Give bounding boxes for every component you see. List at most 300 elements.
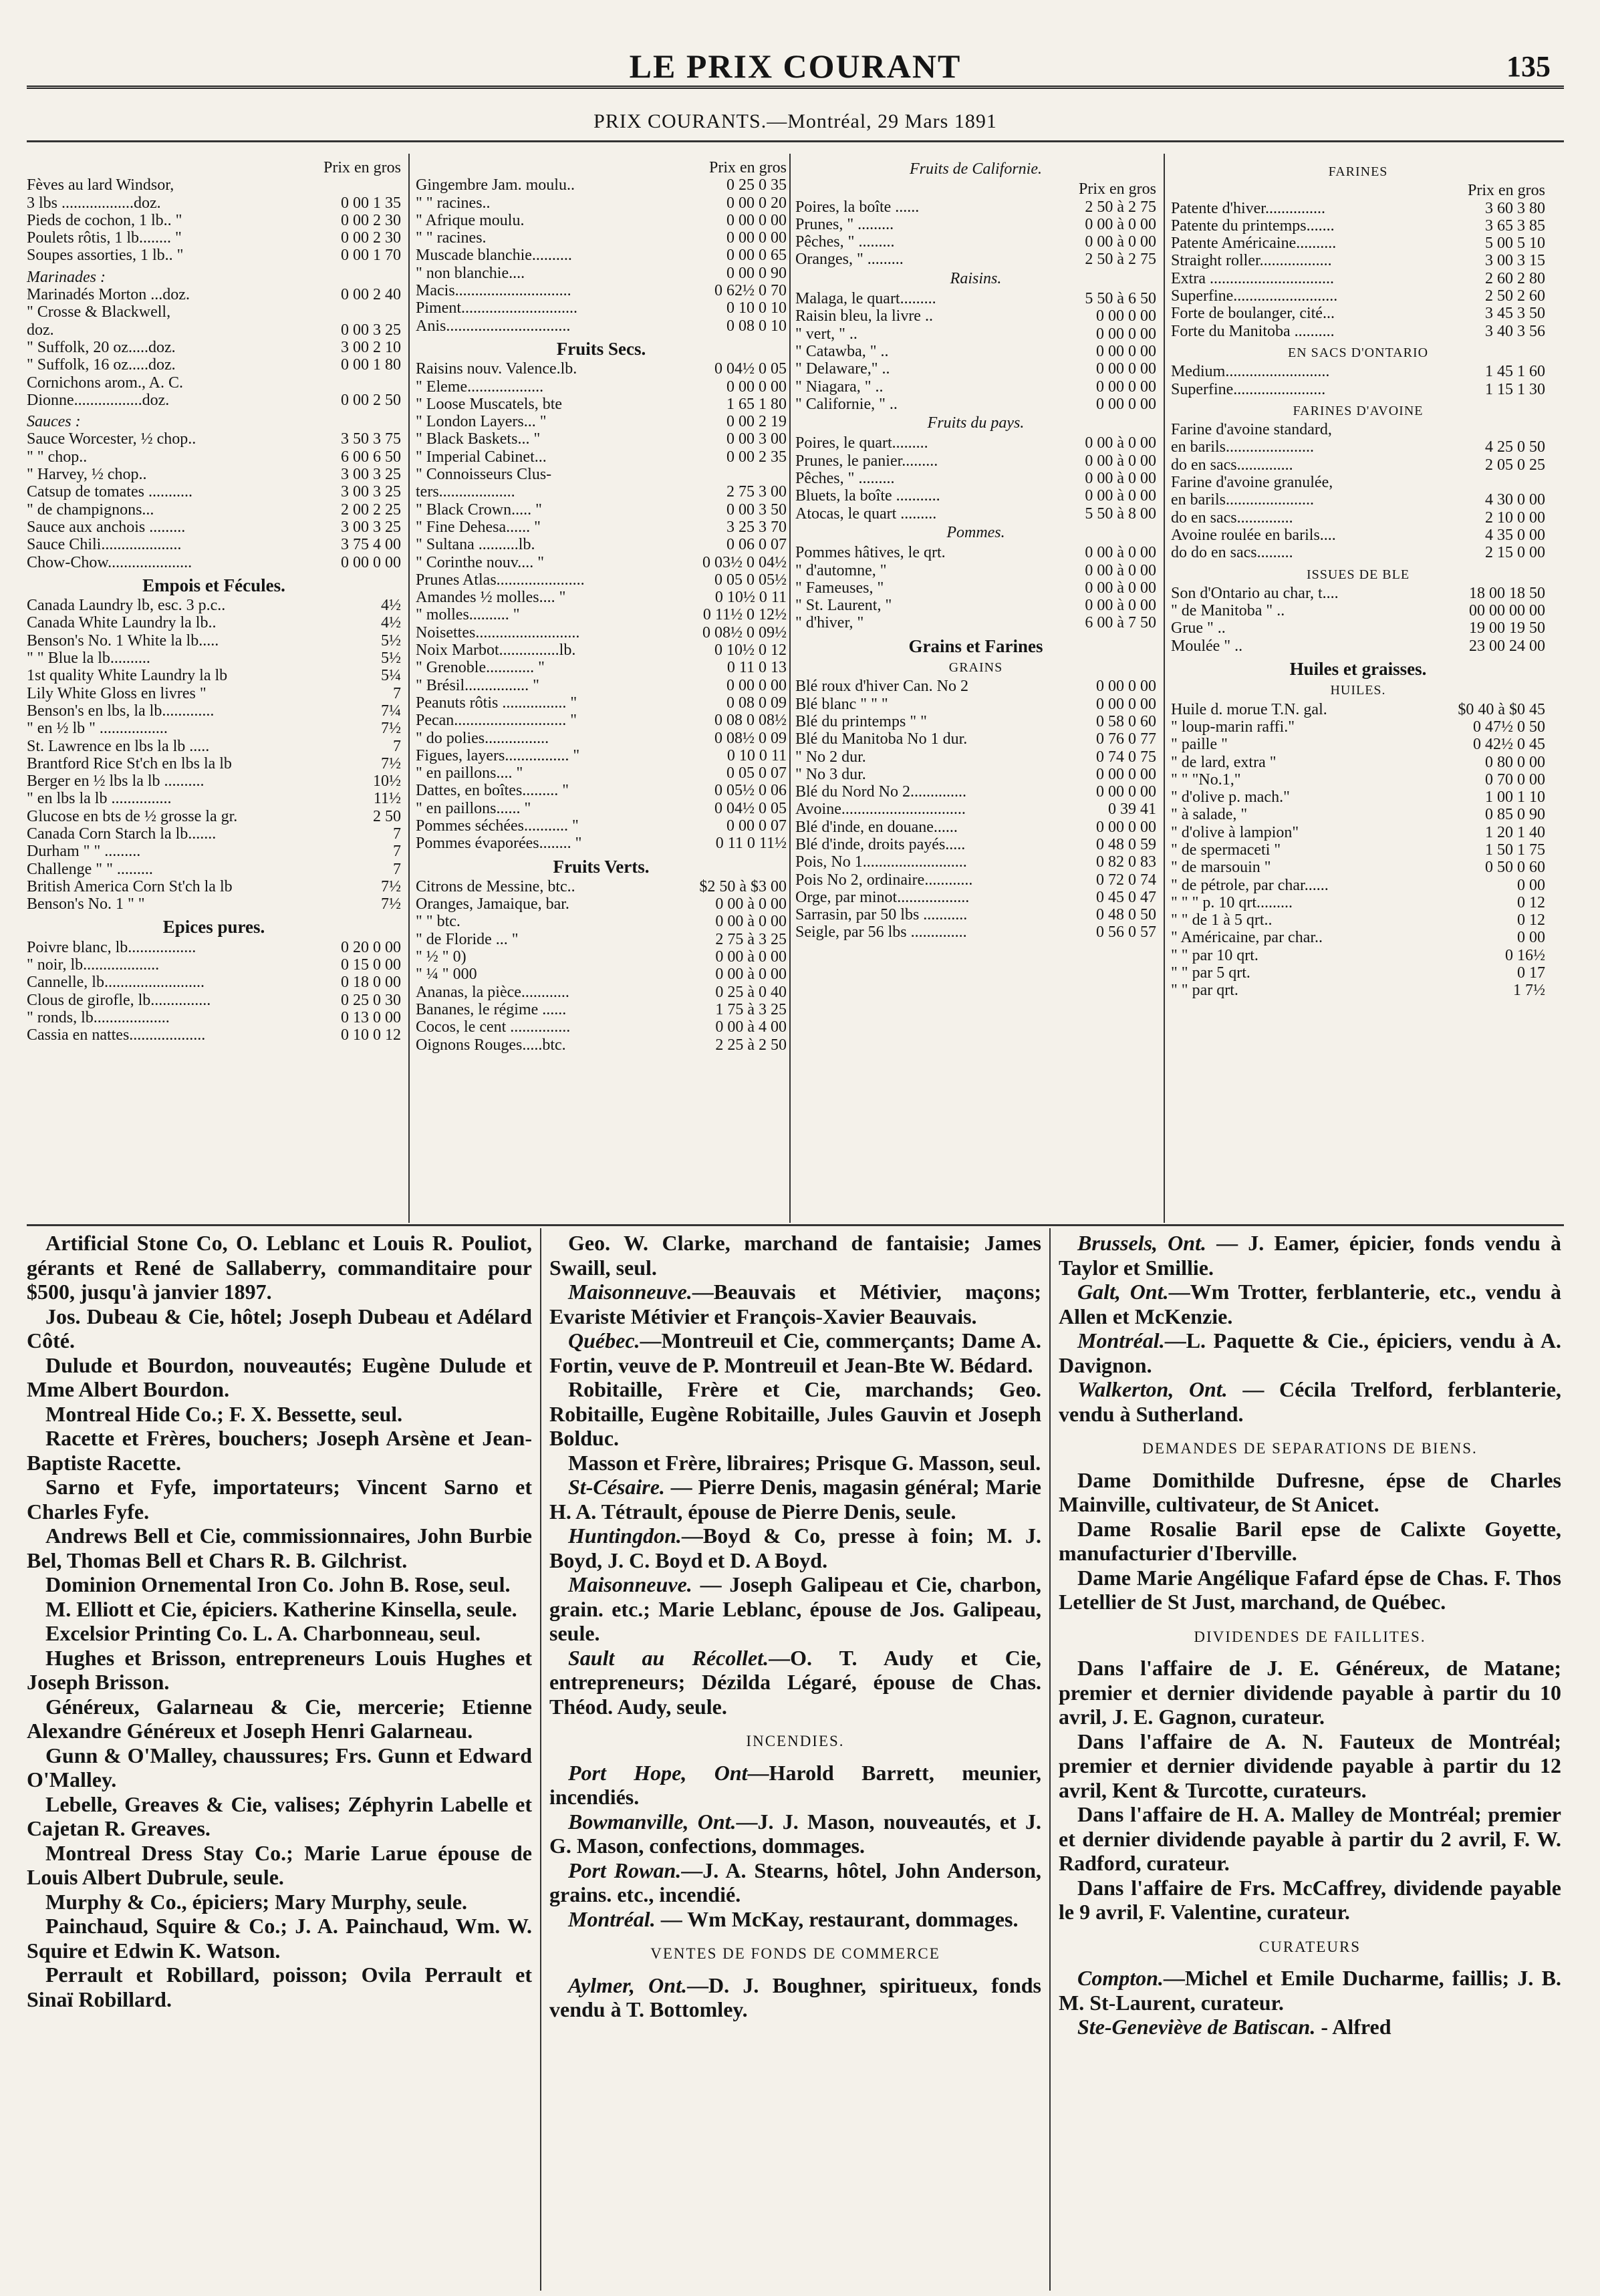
price-row	[1171, 491, 1545, 509]
price-row	[1171, 270, 1545, 287]
item-price: 0 00 à 0 00	[1085, 579, 1156, 597]
notice-paragraph: Dans l'affaire de Frs. McCaffrey, dividende payable le 9 avril, F. Valentine, curateur.	[1059, 1875, 1561, 1924]
item-name: " " par 10 qrt.	[1171, 946, 1258, 964]
notice-paragraph: Montréal. — Wm McKay, restaurant, dommages.	[568, 1906, 1019, 1931]
price-row	[27, 501, 401, 519]
item-price: 0 00 3 50	[726, 500, 787, 519]
price-row	[416, 659, 787, 676]
price-row	[795, 766, 1156, 783]
item-name: Oranges, Jamaique, bar.	[416, 895, 569, 913]
item-name: Benson's No. 1 " "	[27, 895, 145, 913]
notice-section-heading: CURATEURS	[1258, 1938, 1361, 1955]
item-name: " de marsouin "	[1171, 859, 1271, 877]
price-row	[27, 430, 401, 448]
item-price: 6 00 à 7 50	[1085, 614, 1156, 632]
price-row	[1171, 602, 1545, 619]
item-name: " d'olive à lampion"	[1171, 823, 1299, 841]
price-row	[416, 317, 787, 335]
section-heading: Fruits Verts.	[553, 856, 650, 877]
price-row	[795, 470, 1156, 487]
item-name: do do en sacs.........	[1171, 544, 1293, 562]
item-name: Superfine.......................	[1171, 380, 1326, 398]
item-name: Benson's No. 1 White la lb.....	[27, 631, 219, 650]
item-name: Poires, la boîte ......	[795, 198, 920, 216]
item-price: 0 00 2 19	[726, 413, 787, 431]
item-name: Forte de boulanger, cité...	[1171, 305, 1335, 323]
item-price: 0 00 à 0 00	[1085, 233, 1156, 251]
item-name: " Eleme...................	[416, 378, 544, 396]
price-column-3	[795, 159, 1156, 1222]
item-price: 1 00 1 10	[1485, 788, 1545, 807]
item-name: Soupes assorties, 1 lb.. "	[27, 247, 184, 265]
notice-paragraph: Murphy & Co., épiciers; Mary Murphy, seule.	[45, 1889, 468, 1914]
item-name: " Niagara, " ..	[795, 378, 884, 396]
price-row	[416, 413, 787, 430]
item-price: 0 25 0 35	[726, 176, 787, 194]
item-price: 7	[393, 843, 401, 861]
price-row	[1171, 527, 1545, 544]
notice-paragraph: Dans l'affaire de A. N. Fauteux de Montréal; premier et dernier dividende payable à partir du 12 avril, Kent & Turcotte, curateurs.	[1059, 1729, 1561, 1802]
item-price: 0 62½ 0 70	[714, 282, 787, 300]
item-price: 0 00 à 4 00	[715, 1018, 787, 1036]
item-price: 0 25 0 30	[341, 991, 401, 1009]
item-name: Bluets, la boîte ...........	[795, 487, 940, 505]
italic-heading: Fruits de Californie.	[910, 160, 1042, 178]
item-price: 4½	[381, 597, 401, 615]
price-row	[795, 801, 1156, 818]
item-name: Cocos, le cent ...............	[416, 1018, 571, 1036]
item-price: 0 11 0 11½	[715, 835, 787, 853]
item-name: " en paillons.... "	[416, 764, 523, 782]
item-price: 0 08 0 09	[726, 694, 787, 712]
item-price: 0 17	[1517, 964, 1545, 982]
item-name: " de spermaceti "	[1171, 841, 1281, 859]
item-name: Bananes, le régime ......	[416, 1000, 567, 1018]
notice-paragraph: Walkerton, Ont. — Cécila Trelford, ferblanterie, vendu à Sutherland.	[1059, 1377, 1561, 1426]
item-name: Gingembre Jam. moulu..	[416, 176, 575, 194]
price-row	[27, 554, 401, 571]
item-price: 5 00 5 10	[1485, 235, 1545, 253]
category-heading: HUILES.	[1330, 683, 1386, 698]
item-price: 0 00	[1517, 876, 1545, 894]
item-price: 0 00 2 30	[341, 211, 401, 229]
notice-paragraph: Jos. Dubeau & Cie, hôtel; Joseph Dubeau et Adélard Côté.	[27, 1304, 532, 1352]
price-row	[795, 614, 1156, 631]
item-name: Prunes, le panier.........	[795, 452, 938, 470]
notice-paragraph: Masson et Frère, libraires; Prisque G. Masson, seul.	[568, 1450, 1041, 1475]
item-name: Chow-Chow.....................	[27, 553, 192, 571]
price-row	[27, 755, 401, 772]
item-price: $0 40 à $0 45	[1458, 700, 1545, 718]
item-name: " " chop..	[27, 448, 88, 466]
price-row	[27, 772, 401, 790]
item-name: Oignons Rouges.....btc.	[416, 1036, 566, 1054]
item-price: 0 45 0 47	[1096, 888, 1156, 906]
price-row	[795, 783, 1156, 801]
item-name: Straight roller..................	[1171, 252, 1332, 270]
notice-paragraph: Hughes et Brisson, entrepreneurs Louis Hughes et Joseph Brisson.	[27, 1645, 532, 1694]
price-row	[1171, 806, 1545, 823]
price-row	[416, 571, 787, 589]
item-name: Pêches, " .........	[795, 470, 895, 488]
newspaper-title: LE PRIX COURANT	[629, 47, 962, 85]
price-row	[416, 747, 787, 764]
notice-paragraph: Lebelle, Greaves & Cie, valises; Zéphyrin Labelle et Cajetan R. Greaves.	[27, 1791, 532, 1840]
item-price: 2 50 à 2 75	[1085, 198, 1156, 216]
italic-heading: Raisins.	[950, 269, 1002, 287]
price-row	[1171, 287, 1545, 305]
item-name: Farine d'avoine granulée,	[1171, 474, 1333, 492]
item-name: Malaga, le quart.........	[795, 290, 936, 308]
item-name: Citrons de Messine, btc..	[416, 877, 575, 895]
price-row	[795, 678, 1156, 695]
price-row	[27, 229, 401, 247]
price-row	[1171, 305, 1545, 322]
price-row	[27, 356, 401, 374]
item-price: 0 12	[1517, 911, 1545, 929]
item-name: Poulets rôtis, 1 lb........ "	[27, 229, 182, 247]
item-price: 1 20 1 40	[1485, 823, 1545, 841]
price-row	[27, 374, 401, 392]
column-divider	[540, 1228, 541, 2291]
item-price: 0 00 0 65	[726, 247, 787, 265]
price-row	[1171, 509, 1545, 527]
item-price: 3 00 3 25	[341, 466, 401, 484]
notice-paragraph: Montréal.—L. Paquette & Cie., épiciers, vendu à A. Davignon.	[1059, 1328, 1561, 1377]
item-price: 7	[393, 860, 401, 878]
price-row	[416, 606, 787, 623]
item-name: Anis...............................	[416, 317, 571, 335]
price-row	[416, 1018, 787, 1036]
item-name: " de champignons...	[27, 500, 154, 519]
price-row	[1171, 788, 1545, 806]
item-price: 7¼	[381, 702, 401, 720]
item-price: 2 10 0 00	[1485, 509, 1545, 527]
item-price: 1 65 1 80	[726, 395, 787, 413]
item-name: Lily White Gloss en livres "	[27, 684, 207, 702]
notice-paragraph: Geo. W. Clarke, marchand de fantaisie; James Swaill, seul.	[549, 1231, 1041, 1280]
item-name: Fèves au lard Windsor,	[27, 176, 174, 194]
item-price: 0 58 0 60	[1096, 712, 1156, 730]
notice-paragraph: Andrews Bell et Cie, commissionnaires, John Burbie Bel, Thomas Bell et Chars R. B. Gilchrist.	[27, 1524, 532, 1572]
subheader-rule	[27, 140, 1564, 142]
item-price: 2 50 2 60	[1485, 287, 1545, 305]
item-name: " do polies................	[416, 729, 549, 747]
item-name: 1st quality White Laundry la lb	[27, 667, 228, 685]
item-price: 0 15 0 00	[341, 956, 401, 974]
price-row	[416, 360, 787, 378]
item-name: " " Blue la lb..........	[27, 650, 150, 668]
item-price: 0 50 0 60	[1485, 859, 1545, 877]
item-name: " Black Crown..... "	[416, 500, 542, 519]
item-price: 2 05 0 25	[1485, 456, 1545, 474]
item-name: Poires, le quart.........	[795, 434, 928, 452]
item-price: 0 00 0 00	[1096, 395, 1156, 413]
price-row	[795, 906, 1156, 923]
price-row	[416, 817, 787, 835]
price-row	[1171, 771, 1545, 788]
item-name: " Crosse & Blackwell,	[27, 303, 171, 321]
item-price	[397, 176, 401, 194]
price-row	[416, 782, 787, 799]
price-row	[416, 229, 787, 247]
item-name: Seigle, par 56 lbs ..............	[795, 923, 967, 942]
price-row	[416, 501, 787, 519]
price-row	[27, 321, 401, 339]
price-header: Prix en gros	[323, 159, 401, 176]
item-price: 4 30 0 00	[1485, 491, 1545, 509]
price-row	[416, 730, 787, 747]
item-name: Sarrasin, par 50 lbs ...........	[795, 906, 968, 924]
item-name: en barils......................	[1171, 491, 1314, 509]
item-name: Farine d'avoine standard,	[1171, 421, 1332, 439]
notice-paragraph: Aylmer, Ont.—D. J. Boughner, spiritueux, fonds vendu à T. Bottomley.	[549, 1973, 1042, 2021]
notice-paragraph: Maisonneuve. — Joseph Galipeau et Cie, charbon, grain. etc.; Marie Leblanc, épouse de Jos. Galipeau, seule.	[549, 1572, 1041, 1645]
notice-paragraph: Québec.—Montreuil et Cie, commerçants; Dame A. Fortin, veuve de P. Montreuil et Jean-Bte W. Bédard.	[549, 1328, 1041, 1377]
item-price: 3 25 3 70	[726, 518, 787, 536]
item-name: Patente d'hiver...............	[1171, 199, 1325, 217]
price-row	[416, 554, 787, 571]
item-price: 0 47½ 0 50	[1473, 718, 1545, 736]
item-price: 0 00 0 00	[726, 676, 787, 694]
item-name: " de Floride ... "	[416, 930, 519, 948]
item-price: 0 00 à 0 00	[1085, 597, 1156, 615]
price-row	[795, 307, 1156, 325]
price-row	[27, 632, 401, 650]
price-row	[1171, 947, 1545, 964]
item-price: 3 50 3 75	[341, 430, 401, 448]
item-price: 0 00 à 0 00	[1085, 434, 1156, 452]
item-price: 0 10½ 0 11	[714, 589, 787, 607]
item-name: Medium..........................	[1171, 363, 1330, 381]
item-price: 0 08½ 0 09	[714, 729, 787, 747]
price-row	[795, 889, 1156, 906]
price-row	[27, 1009, 401, 1026]
item-price: 2 15 0 00	[1485, 544, 1545, 562]
price-row	[795, 505, 1156, 523]
section-heading: Grains et Farines	[908, 635, 1043, 656]
item-name: Blé du Nord No 2..............	[795, 783, 966, 801]
item-price: 0 00	[1517, 929, 1545, 947]
notice-section-heading: DEMANDES DE SEPARATIONS DE BIENS.	[1142, 1440, 1478, 1457]
column-divider	[408, 154, 410, 1223]
item-name: Poivre blanc, lb.................	[27, 938, 196, 956]
item-price: 5¼	[381, 667, 401, 685]
item-price: 5½	[381, 650, 401, 668]
price-row	[27, 974, 401, 991]
notice-paragraph: Huntingdon.—Boyd & Co, presse à foin; M. J. Boyd, J. C. Boyd et D. A Boyd.	[549, 1524, 1041, 1572]
item-price: 0 16½	[1505, 946, 1545, 964]
price-header: Prix en gros	[1079, 180, 1156, 198]
price-row	[27, 483, 401, 500]
notice-paragraph: Ste-Geneviève de Batiscan. - Alfred	[1077, 2015, 1391, 2039]
item-name: do en sacs..............	[1171, 456, 1293, 474]
item-price	[397, 374, 401, 392]
item-price: 0 00 0 00	[1096, 360, 1156, 378]
item-price: 0 00 0 00	[1096, 678, 1156, 696]
price-row	[795, 198, 1156, 216]
item-name: Moulée " ..	[1171, 637, 1243, 655]
price-row	[27, 738, 401, 755]
item-price: 0 25 à 0 40	[715, 983, 787, 1001]
price-row	[416, 378, 787, 396]
price-row	[795, 853, 1156, 871]
item-price: 0 11½ 0 12½	[702, 606, 787, 624]
price-row	[416, 624, 787, 641]
notice-paragraph: Dans l'affaire de J. E. Généreux, de Matane; premier et dernier dividende payable à partir du 10 avril, J. E. Gagnon, curateur.	[1059, 1656, 1561, 1729]
notice-paragraph: Sarno et Fyfe, importateurs; Vincent Sarno et Charles Fyfe.	[27, 1475, 532, 1524]
price-row	[1171, 859, 1545, 876]
price-row	[795, 290, 1156, 307]
item-price: 7½	[381, 754, 401, 772]
price-row	[795, 233, 1156, 251]
price-row	[1171, 200, 1545, 217]
italic-heading: Pommes.	[946, 523, 1005, 541]
price-row	[27, 685, 401, 702]
notice-paragraph: Galt, Ont.—Wm Trotter, ferblanterie, etc., vendu à Allen et McKenzie.	[1059, 1280, 1562, 1328]
item-price: 3 45 3 50	[1485, 305, 1545, 323]
item-price	[1541, 421, 1545, 438]
item-price: 0 00 3 00	[726, 430, 787, 448]
price-row	[416, 536, 787, 553]
item-name: " Black Baskets... "	[416, 430, 541, 448]
price-row	[795, 819, 1156, 836]
price-row	[795, 325, 1156, 343]
item-name: Extra ...............................	[1171, 269, 1334, 287]
item-name: St. Lawrence en lbs la lb .....	[27, 737, 210, 755]
page-header	[27, 47, 1564, 89]
item-name: Blé du printemps " "	[795, 712, 927, 730]
item-price: 0 04½ 0 05	[714, 799, 787, 817]
item-price	[1541, 474, 1545, 491]
price-row	[416, 1036, 787, 1054]
price-row	[1171, 474, 1545, 491]
item-name: " Connoisseurs Clus-	[416, 466, 552, 484]
price-row	[416, 466, 787, 483]
item-price: 0 72 0 74	[1096, 871, 1156, 889]
item-price: 0 00 à 0 00	[715, 966, 787, 984]
item-name: " molles.......... "	[416, 606, 520, 624]
price-row	[27, 790, 401, 807]
category-heading: GRAINS	[948, 660, 1003, 676]
price-row	[416, 913, 787, 930]
section-heading: Empois et Fécules.	[142, 575, 285, 595]
item-price: 0 00 0 00	[1096, 307, 1156, 325]
item-price: 0 00 2 50	[341, 391, 401, 409]
item-name: Durham " " .........	[27, 843, 141, 861]
item-price: 5½	[381, 631, 401, 650]
notice-paragraph: Dame Rosalie Baril epse de Calixte Goyette, manufacturier d'Iberville.	[1059, 1516, 1561, 1565]
price-row	[27, 843, 401, 860]
item-name: Oranges, " .........	[795, 251, 904, 269]
category-heading: ISSUES DE BLE	[1306, 567, 1410, 582]
item-price: 11½	[373, 790, 401, 808]
price-row	[416, 519, 787, 536]
item-name: Atocas, le quart .........	[795, 505, 937, 523]
item-name: Orge, par minot..................	[795, 888, 970, 906]
item-price: 0 08 0 08½	[714, 712, 787, 730]
item-price: 0 10 0 10	[726, 299, 787, 317]
item-price: 0 48 0 50	[1096, 906, 1156, 924]
price-column-1	[27, 159, 401, 1222]
item-name: Blé roux d'hiver Can. No 2	[795, 678, 968, 696]
item-price: 0 00 0 20	[726, 194, 787, 212]
price-row	[416, 948, 787, 966]
item-name: " Fine Dehesa...... "	[416, 518, 541, 536]
notice-paragraph: Gunn & O'Malley, chaussures; Frs. Gunn et Edward O'Malley.	[27, 1743, 532, 1791]
item-price: 4½	[381, 614, 401, 632]
notice-paragraph: Généreux, Galarneau & Cie, mercerie; Etienne Alexandre Généreux et Joseph Henri Galarneau.	[27, 1694, 532, 1743]
page-number: 135	[1506, 50, 1551, 83]
item-name: " " " p. 10 qrt.........	[1171, 893, 1293, 911]
price-row	[1171, 718, 1545, 736]
item-price: 7½	[381, 895, 401, 913]
price-row	[795, 579, 1156, 597]
price-row	[1171, 736, 1545, 753]
item-name: Noisettes..........................	[416, 623, 580, 641]
item-price: 0 20 0 00	[341, 938, 401, 956]
price-row	[27, 861, 401, 878]
item-price: 0 00 0 07	[726, 817, 787, 835]
item-name: Dattes, en boîtes......... "	[416, 782, 569, 800]
item-name: " St. Laurent, "	[795, 597, 892, 615]
item-name: " No 3 dur.	[795, 765, 866, 783]
item-name: Sauce Worcester, ½ chop..	[27, 430, 196, 448]
price-row	[1171, 637, 1545, 655]
item-name: Pecan............................ "	[416, 712, 577, 730]
price-row	[1171, 217, 1545, 235]
price-row	[27, 614, 401, 631]
price-row	[416, 694, 787, 712]
price-row	[27, 536, 401, 553]
item-price: 0 18 0 00	[341, 974, 401, 992]
subsection-heading: Marinades :	[27, 268, 106, 286]
item-price: 0 39 41	[1108, 801, 1156, 819]
price-row	[27, 194, 401, 212]
price-row	[27, 392, 401, 409]
price-row	[27, 956, 401, 974]
price-row	[27, 597, 401, 614]
item-name: Huile d. morue T.N. gal.	[1171, 700, 1327, 718]
price-row	[416, 299, 787, 317]
price-row	[795, 434, 1156, 452]
item-price: 19 00 19 50	[1469, 619, 1545, 637]
item-name: " Californie, " ..	[795, 395, 898, 413]
item-price: 2 75 à 3 25	[715, 930, 787, 948]
item-price: 3 00 3 25	[341, 518, 401, 536]
item-price: 1 7½	[1513, 982, 1545, 1000]
price-row	[795, 923, 1156, 941]
item-name: " Afrique moulu.	[416, 211, 525, 229]
item-price: 1 50 1 75	[1485, 841, 1545, 859]
item-price: 0 00 à 0 00	[1085, 561, 1156, 579]
item-name: Prunes Atlas......................	[416, 571, 585, 589]
category-heading: FARINES	[1328, 164, 1388, 179]
item-name: " à salade, "	[1171, 806, 1248, 824]
price-row	[416, 396, 787, 413]
item-price: 0 10 0 12	[341, 1026, 401, 1044]
item-name: Peanuts rôtis ................ "	[416, 694, 577, 712]
item-price: 1 15 1 30	[1485, 380, 1545, 398]
item-name: Clous de girofle, lb...............	[27, 991, 211, 1009]
item-name: " d'olive p. mach."	[1171, 788, 1290, 807]
item-price: 0 00 0 00	[1096, 695, 1156, 713]
column-divider	[1049, 1228, 1051, 2291]
price-row	[795, 713, 1156, 730]
item-price: 0 00 0 90	[726, 264, 787, 282]
item-name: Sauce aux anchois .........	[27, 518, 186, 536]
item-name: " en ½ lb " .................	[27, 720, 168, 738]
